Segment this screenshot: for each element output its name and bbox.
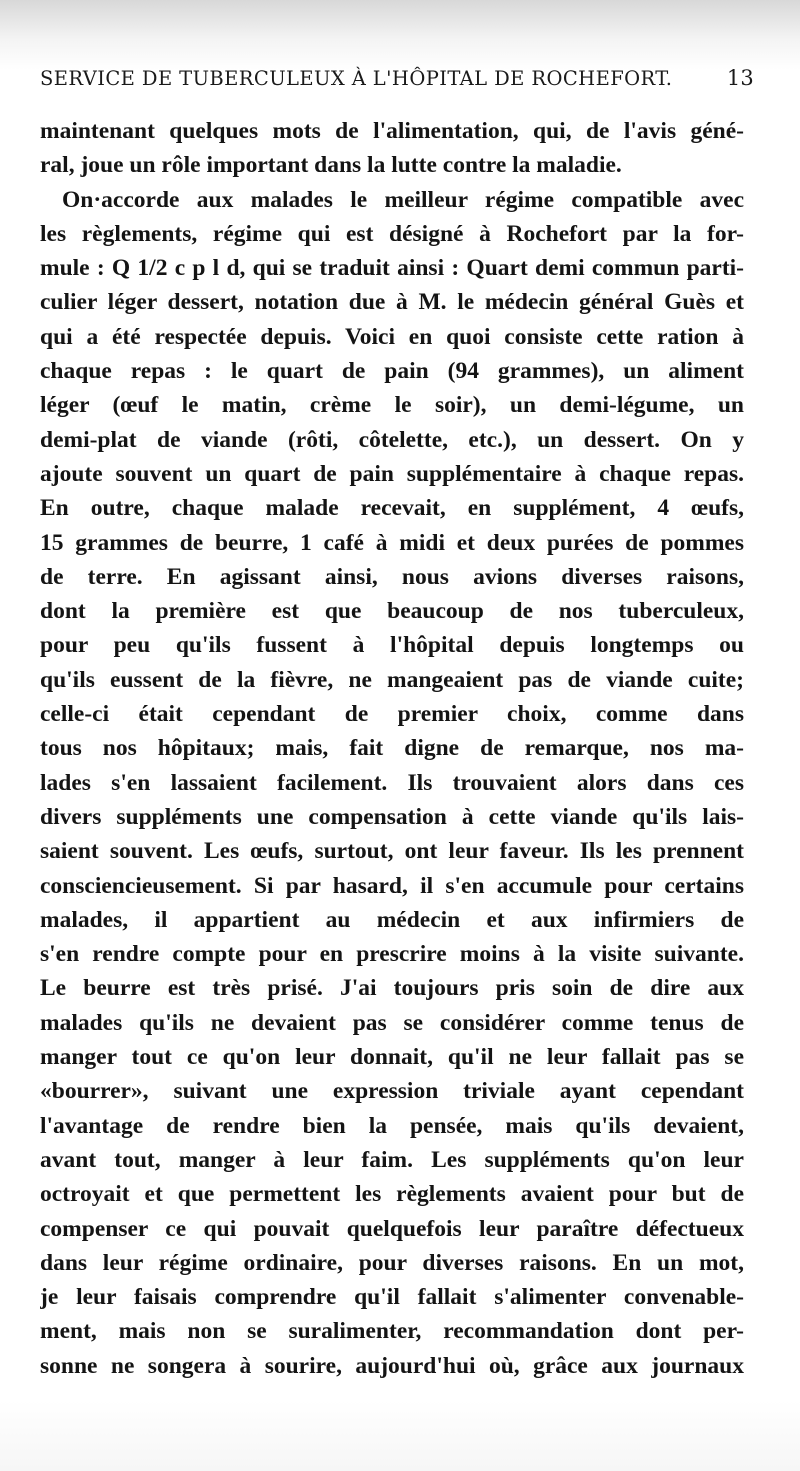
- body-text: [40, 114, 744, 1383]
- text-line: celle-ci était cependant de premier choix, comme dans: [40, 701, 744, 728]
- text-line: s'en rendre compte pour en prescrire moins à la visite suivante.: [40, 941, 744, 968]
- text-line: avant tout, manger à leur faim. Les suppléments qu'on leur: [40, 1146, 744, 1173]
- text-line: pour peu qu'ils fussent à l'hôpital depuis longtemps ou: [40, 632, 744, 659]
- text-line: maintenant quelques mots de l'alimentation, qui, de l'avis géné-: [40, 118, 744, 144]
- running-title: SERVICE DE TUBERCULEUX À L'HÔPITAL DE ROCHEFORT.: [40, 67, 673, 90]
- text-line: lades s'en lassaient facilement. Ils trouvaient alors dans ces: [40, 769, 744, 796]
- text-line: compenser ce qui pouvait quelquefois leur paraître défectueux: [40, 1215, 744, 1242]
- text-line: Le beurre est très prisé. J'ai toujours pris soin de dire aux: [40, 975, 744, 1002]
- text-line: l'avantage de rendre bien la pensée, mais qu'ils devaient,: [40, 1112, 744, 1139]
- text-line: tous nos hôpitaux; mais, fait digne de remarque, nos ma-: [40, 735, 744, 762]
- text-line: malades qu'ils ne devaient pas se considérer comme tenus de: [40, 1009, 744, 1036]
- text-line: demi-plat de viande (rôti, côtelette, etc.), un dessert. On y: [40, 426, 744, 453]
- text-line: En outre, chaque malade recevait, en supplément, 4 œufs,: [40, 495, 744, 522]
- text-line: chaque repas : le quart de pain (94 grammes), un aliment: [40, 358, 744, 385]
- text-line: 15 grammes de beurre, 1 café à midi et deux purées de pommes: [40, 529, 744, 556]
- running-header: [40, 66, 754, 102]
- text-line: consciencieusement. Si par hasard, il s'en accumule pour certains: [40, 872, 744, 899]
- text-line: léger (œuf le matin, crème le soir), un demi-légume, un: [40, 392, 744, 419]
- text-line: je leur faisais comprendre qu'il fallait s'alimenter convenable-: [40, 1284, 744, 1311]
- text-line: octroyait et que permettent les règlements avaient pour but de: [40, 1181, 744, 1208]
- text-line: dont la première est que beaucoup de nos tuberculeux,: [40, 598, 744, 625]
- text-line: dans leur régime ordinaire, pour diverses raisons. En un mot,: [40, 1249, 744, 1276]
- text-line: mule : Q 1/2 c p l d, qui se traduit ainsi : Quart demi commun parti-: [40, 255, 744, 282]
- text-line: divers suppléments une compensation à cette viande qu'ils lais-: [40, 803, 744, 830]
- text-line: On·accorde aux malades le meilleur régime compatible avec: [62, 186, 744, 213]
- text-line: saient souvent. Les œufs, surtout, ont leur faveur. Ils les prennent: [40, 838, 744, 865]
- text-line: les règlements, régime qui est désigné à Rochefort par la for-: [40, 220, 744, 247]
- text-line: malades, il appartient au médecin et aux infirmiers de: [40, 906, 744, 933]
- text-line: ment, mais non se suralimenter, recommandation dont per-: [40, 1318, 744, 1345]
- text-line: ajoute souvent un quart de pain supplémentaire à chaque repas.: [40, 460, 744, 487]
- page-number: 13: [726, 66, 754, 90]
- text-line: de terre. En agissant ainsi, nous avions diverses raisons,: [40, 563, 744, 590]
- text-line: qui a été respectée depuis. Voici en quoi consiste cette ration à: [40, 323, 744, 350]
- text-line: «bourrer», suivant une expression triviale ayant cependant: [40, 1078, 744, 1105]
- text-line: qu'ils eussent de la fièvre, ne mangeaient pas de viande cuite;: [40, 666, 744, 693]
- text-line: sonne ne songera à sourire, aujourd'hui où, grâce aux journaux: [40, 1352, 744, 1379]
- text-line: ral, joue un rôle important dans la lutte contre la maladie.: [40, 152, 622, 179]
- text-line: culier léger dessert, notation due à M. le médecin général Guès et: [40, 289, 744, 316]
- text-line: manger tout ce qu'on leur donnait, qu'il ne leur fallait pas se: [40, 1044, 744, 1071]
